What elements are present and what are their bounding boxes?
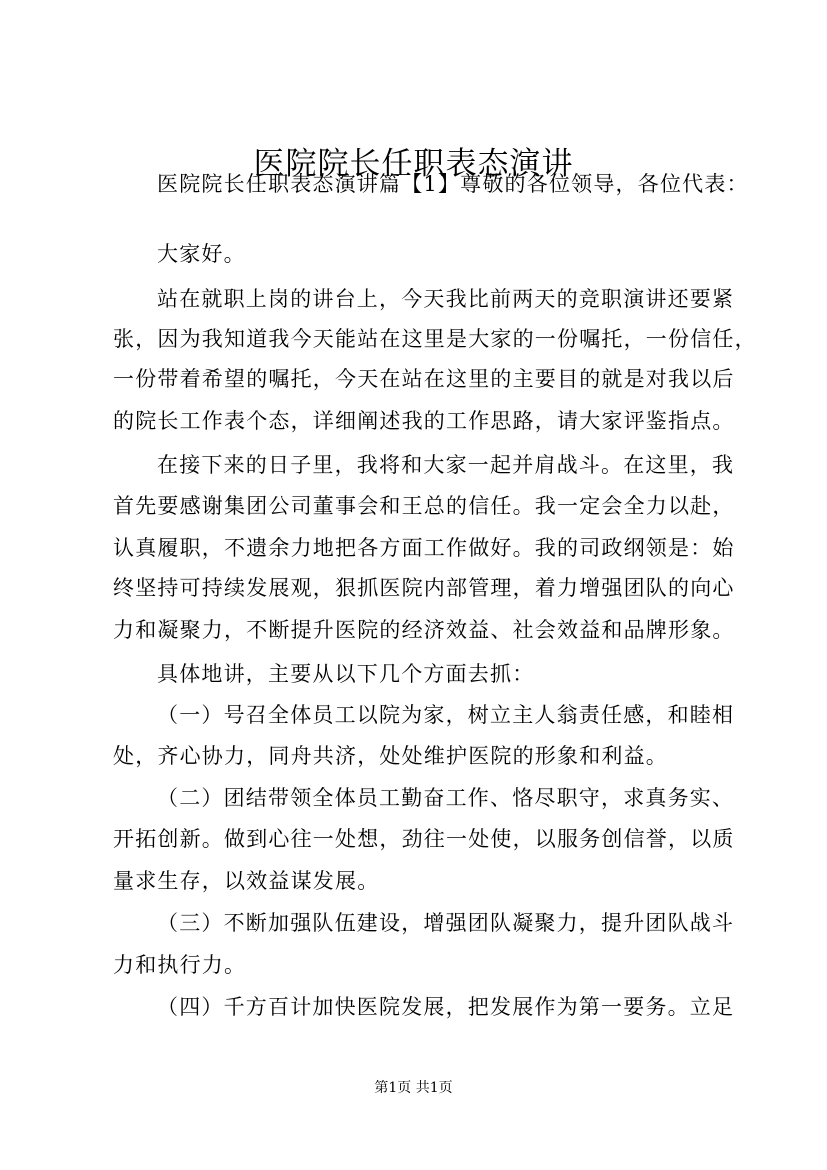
text-line: （一）号召全体员工以院为家，树立主人翁责任感，和睦相 [157,703,735,727]
text-line: 站在就职上岗的讲台上，今天我比前两天的竞职演讲还要紧 [157,287,735,311]
text-line: 开拓创新。做到心往一处想，劲往一处使，以服务创信誉，以质 [113,827,735,851]
text-line: （二）团结带领全体员工勤奋工作、恪尽职守，求真务实、 [157,786,735,810]
text-line: 力和凝聚力，不断提升医院的经济效益、社会效益和品牌形象。 [113,618,735,642]
text-line: （三）不断加强队伍建设，增强团队凝聚力，提升团队战斗 [157,911,735,935]
text-line: 首先要感谢集团公司董事会和王总的信任。我一定会全力以赴， [113,494,735,518]
page-number-footer: 第1页 共1页 [374,1080,453,1096]
text-line: 的院长工作表个态，详细阐述我的工作思路，请大家评鉴指点。 [113,409,735,433]
text-line: 具体地讲，主要从以下几个方面去抓： [157,662,535,686]
text-line: （四）千方百计加快医院发展，把发展作为第一要务。立足 [157,995,735,1019]
text-line: 大家好。 [157,242,246,266]
text-line: 一份带着希望的嘱托，今天在站在这里的主要目的就是对我以后 [113,367,735,391]
text-line: 在接下来的日子里，我将和大家一起并肩战斗。在这里，我 [157,453,735,477]
text-line: 处，齐心协力，同舟共济，处处维护医院的形象和利益。 [113,744,668,768]
text-line: 医院院长任职表态演讲篇【1】尊敬的各位领导，各位代表： [157,172,749,196]
text-line: 终坚持可持续发展观，狠抓医院内部管理，着力增强团队的向心 [113,576,735,600]
text-line: 张，因为我知道我今天能站在这里是大家的一份嘱托，一份信任， [113,327,757,351]
text-line: 量求生存，以效益谋发展。 [113,869,380,893]
text-line: 力和执行力。 [113,953,247,977]
text-line: 认真履职，不遗余力地把各方面工作做好。我的司政纲领是：始 [113,536,735,560]
document-title: 医院院长任职表态演讲 [253,146,574,182]
